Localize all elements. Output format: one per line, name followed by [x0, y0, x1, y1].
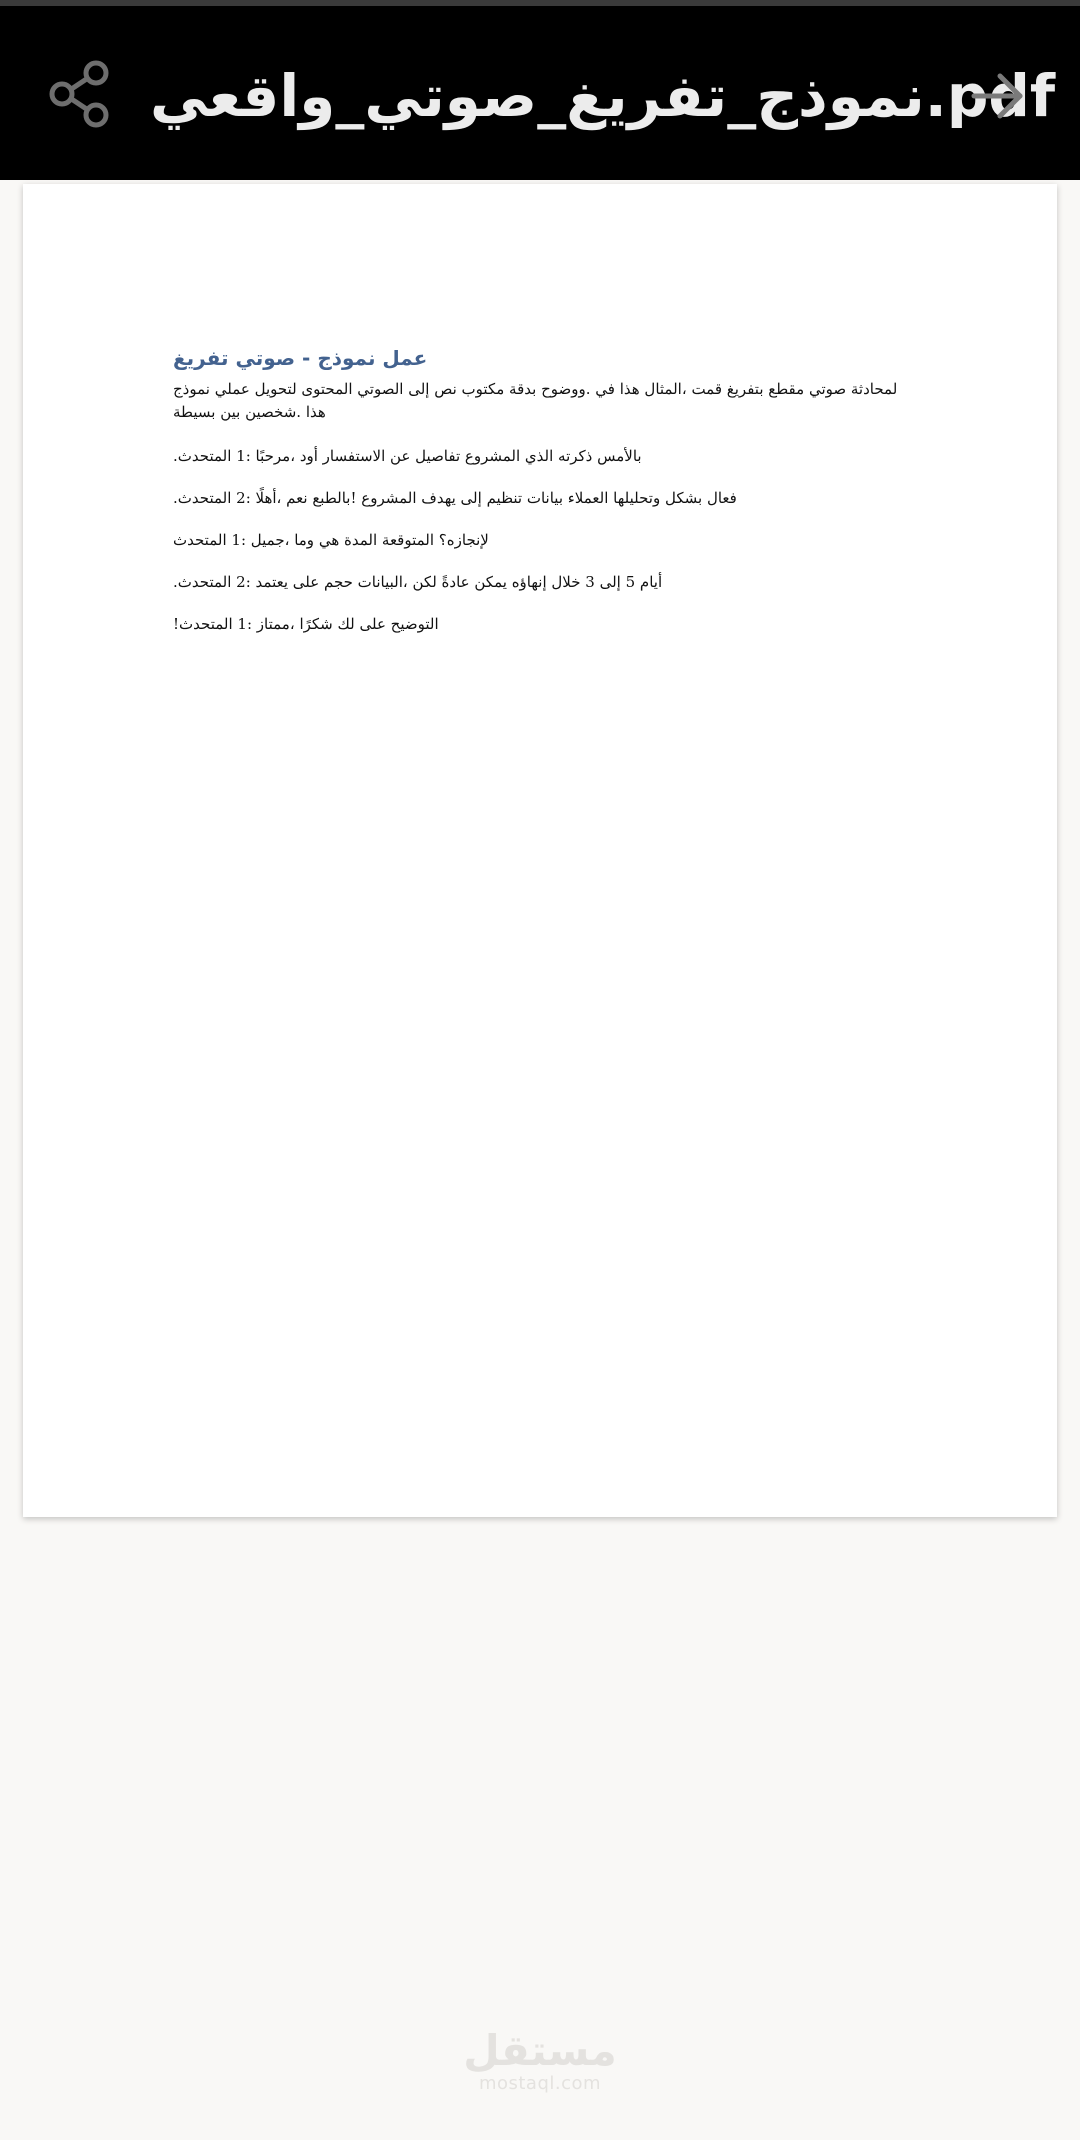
top-app-bar	[0, 6, 1080, 180]
watermark-arabic: مستقل	[463, 2026, 617, 2075]
document-heading: عمل نموذج - صوتي تفريغ	[173, 346, 428, 370]
mostaql-watermark	[440, 2028, 640, 2100]
forward-button[interactable]	[966, 64, 1030, 128]
share-icon	[44, 58, 116, 130]
transcript-line: بالأمس ذكرته الذي المشروع تفاصيل عن الاستفسار أود ،مرحبًا :1 المتحدث.	[173, 447, 642, 465]
transcript-line: فعال بشكل وتحليلها العملاء بيانات تنظيم إلى يهدف المشروع !بالطبع نعم ،أهلًا :2 المتحدث.	[173, 489, 737, 507]
transcript-line: لإنجازه؟ المتوقعة المدة هي وما ،جميل :1 المتحدث	[173, 531, 489, 549]
arrow-right-icon	[966, 64, 1030, 128]
document-intro: لمحادثة صوتي مقطع بتفريغ قمت ،المثال هذا في .ووضوح بدقة مكتوب نص إلى الصوتي المحتوى لتحويل عملي نموذج هذا .شخصين بين بسيطة	[173, 380, 898, 421]
share-button[interactable]	[44, 58, 116, 130]
transcript-line: التوضيح على لك شكرًا ،ممتاز :1 المتحدث!	[173, 615, 439, 633]
document-body	[173, 344, 913, 656]
document-title: نموذج_تفريغ_صوتي_واقعي.pdf	[150, 62, 1056, 130]
transcript-line: أيام 5 إلى 3 خلال إنهاؤه يمكن عادةً لكن ،البيانات حجم على يعتمد :2 المتحدث.	[173, 573, 663, 591]
watermark-latin: mostaql.com	[478, 2073, 602, 2094]
pdf-page	[23, 184, 1057, 1517]
